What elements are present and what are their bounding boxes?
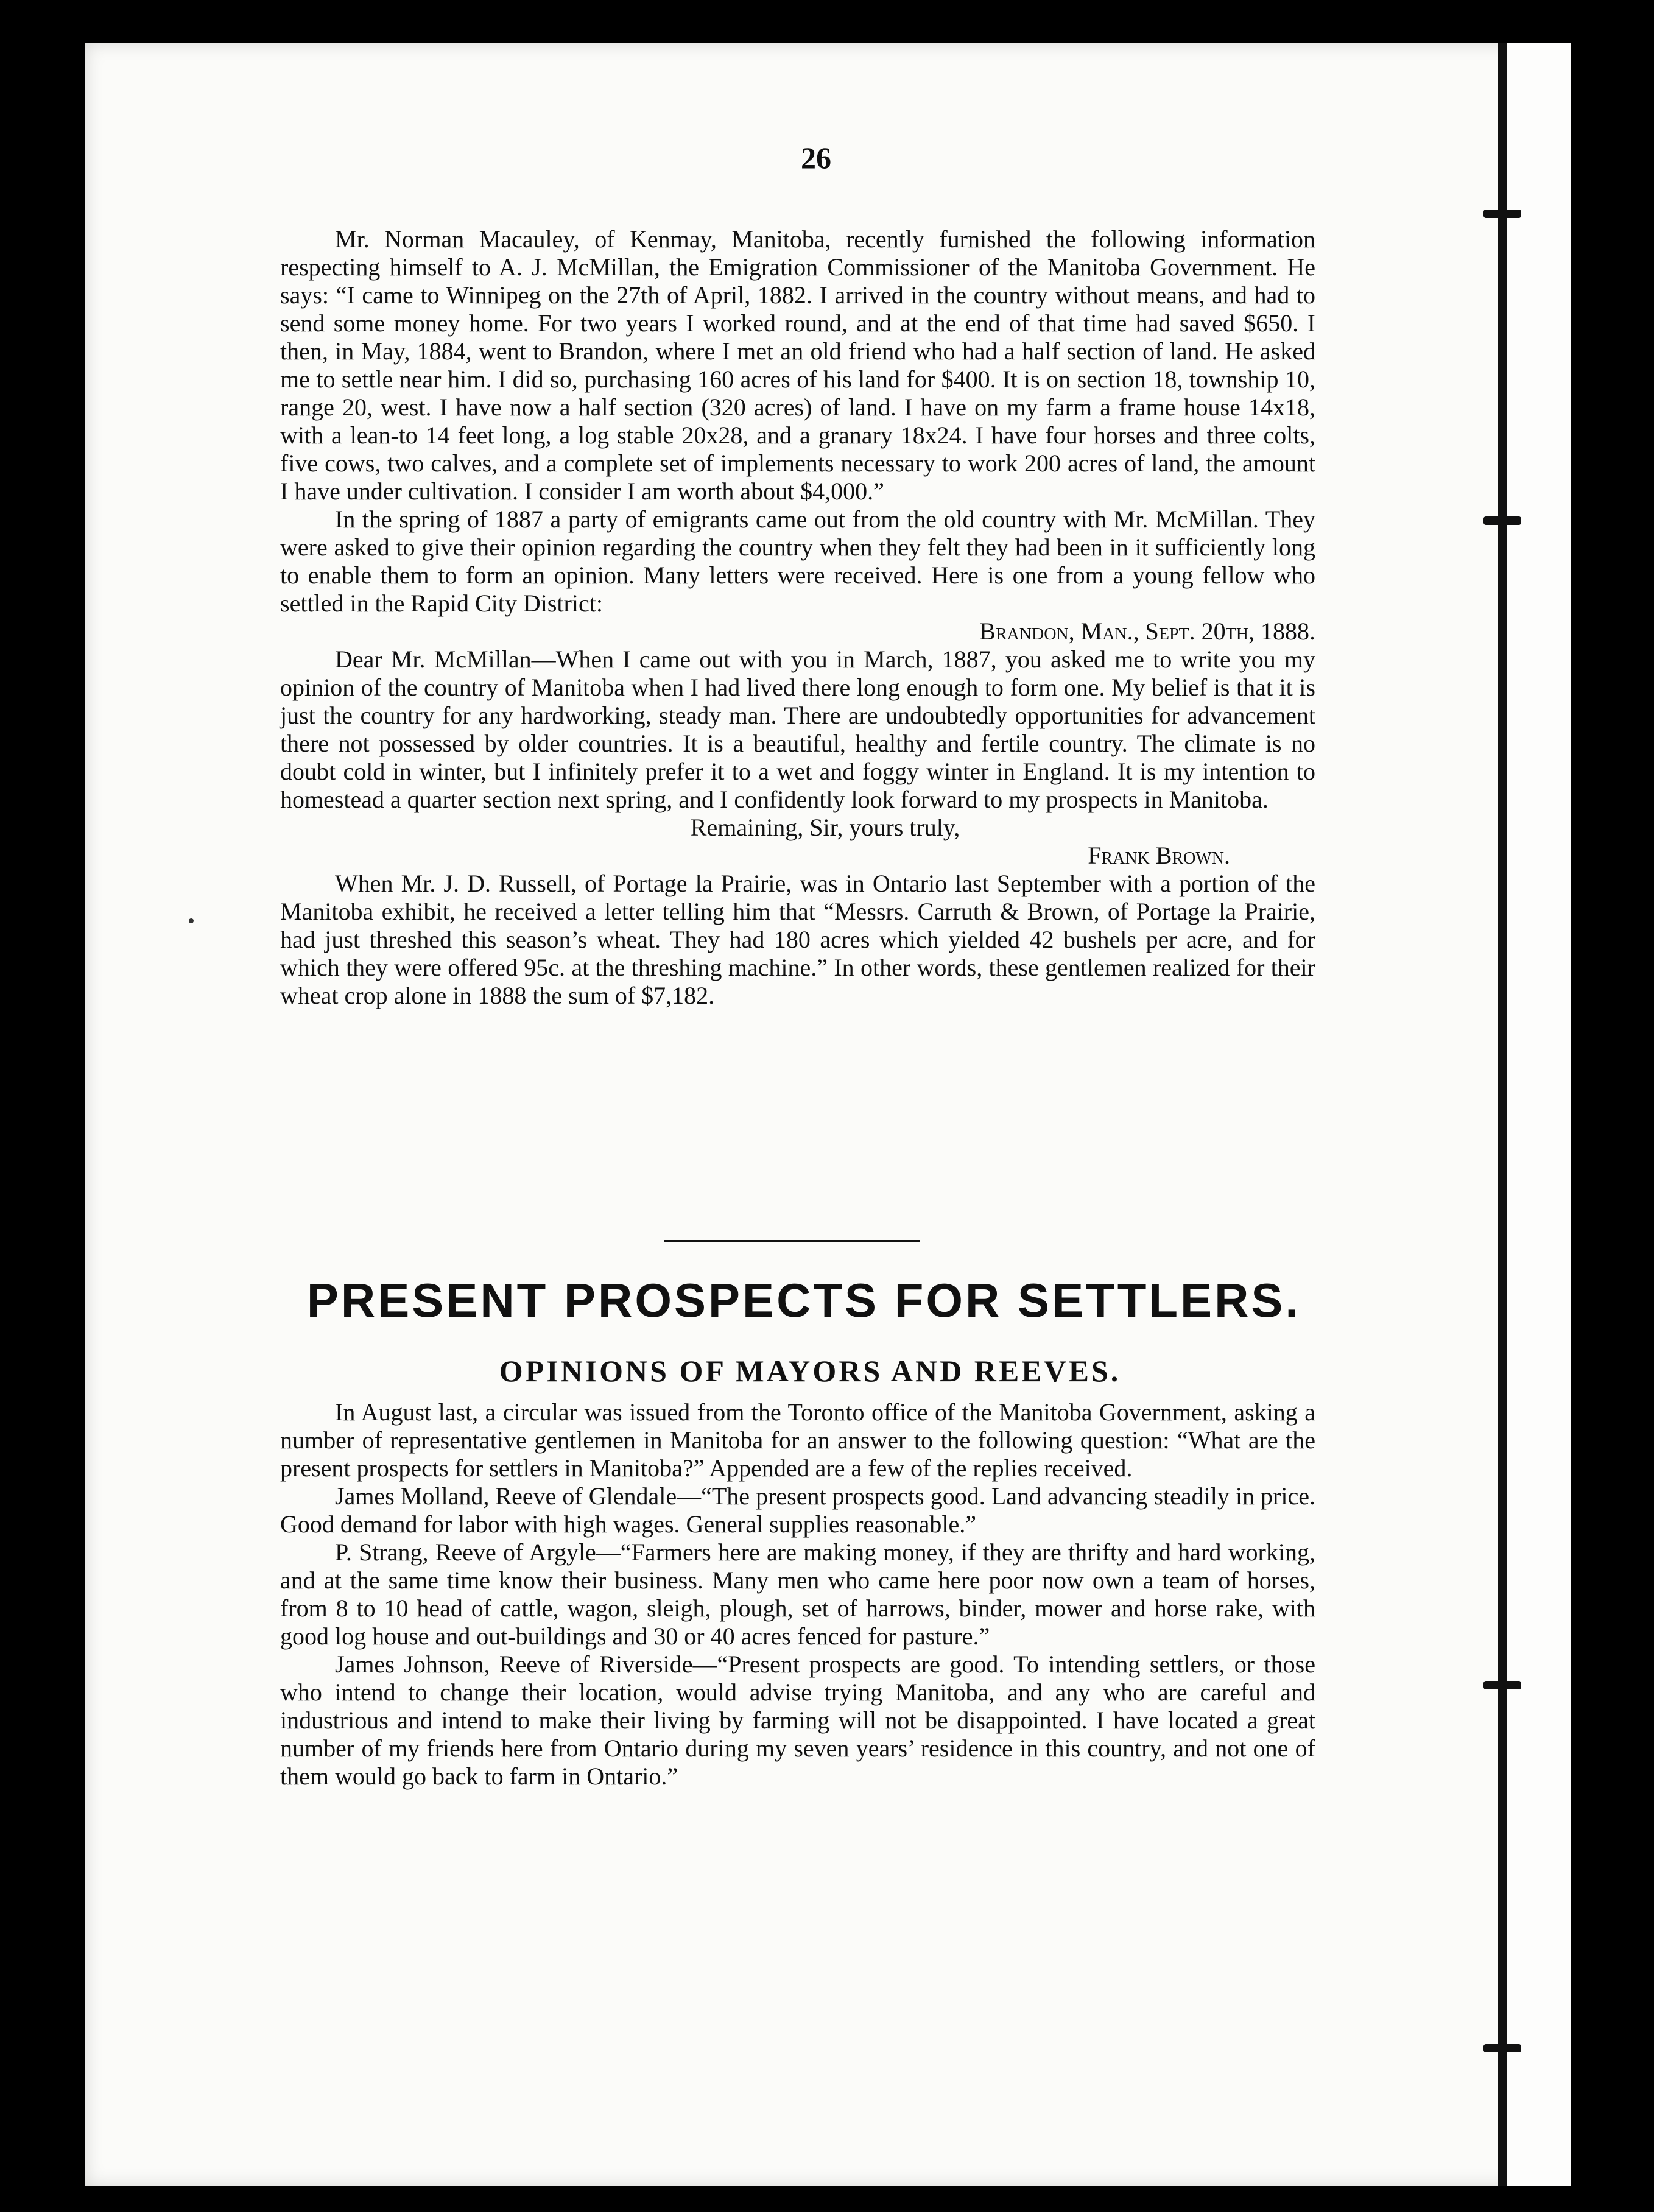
page-number: 26 [801, 141, 831, 175]
paragraph-russell: When Mr. J. D. Russell, of Portage la Prairie, was in Ontario last September with a portion of the Manitoba exhibit, he received a letter telling him that “Messrs. Carruth & Brown, of Portage la Prairie, had just threshed this season’s wheat. They had 180 acres which yielded 42 bushels per acre, and for which they were offered 95c. at the threshing machine.” In other words, these gentlemen realized for their wheat crop alone in 1888 the sum of $7,182. [280, 870, 1315, 1009]
binding-clip [1483, 210, 1521, 218]
section-subhead: OPINIONS OF MAYORS AND REEVES. [499, 1354, 1121, 1388]
letter-dateline: Brandon, Man., Sept. 20th, 1888. [979, 618, 1315, 645]
paragraph-strang: P. Strang, Reeve of Argyle—“Farmers here are making money, if they are thrifty and hard working, and at the same time know their business. Many men who came here poor now own a team of horses, from 8 to 10 head of cattle, wagon, sleigh, plough, set of harrows, binder, mower and horse rake, with good log house and out-buildings and 30 or 40 acres fenced for pasture.” [280, 1538, 1315, 1650]
section-testimonials [280, 225, 1315, 1010]
section-opinions [280, 1398, 1315, 1791]
paragraph-macauley: Mr. Norman Macauley, of Kenmay, Manitoba, recently furnished the following information respecting himself to A. J. McMillan, the Emigration Commissioner of the Manitoba Government. He says: “I came to Winnipeg on the 27th of April, 1882. I arrived in the country without means, and had to send some money home. For two years I worked round, and at the end of that time had saved $650. I then, in May, 1884, went to Brandon, where I met an old friend who had a half section of land. He asked me to settle near him. I did so, purchasing 160 acres of his land for $400. It is on section 18, township 10, range 20, west. I have now a half section (320 acres) of land. I have on my farm a frame house 14x18, with a lean-to 14 feet long, a log stable 20x28, and a granary 18x24. I have four horses and three colts, five cows, two calves, and a complete set of implements necessary to work 200 acres of land, the amount I have under cultivation. I consider I am worth about $4,000.” [280, 225, 1315, 505]
paragraph-molland: James Molland, Reeve of Glendale—“The present prospects good. Land advancing steadily in price. Good demand for labor with high wages. General supplies reasonable.” [280, 1482, 1315, 1538]
binding-clip [1483, 516, 1521, 525]
binding-clip [1483, 2044, 1521, 2052]
page-right-margin [1507, 43, 1571, 2186]
letter-closing: Remaining, Sir, yours truly, [690, 814, 960, 841]
paragraph-circular: In August last, a circular was issued from the Toronto office of the Manitoba Government, asking a number of representative gentlemen in Manitoba for an answer to the following question: “What are the present prospects for settlers in Manitoba?” Appended are a few of the replies received. [280, 1398, 1315, 1482]
paragraph-emigrants: In the spring of 1887 a party of emigrants came out from the old country with Mr. McMillan. They were asked to give their opinion regarding the country when they felt they had been in it sufficiently long to enable them to form an opinion. Many letters were received. Here is one from a young fellow who settled in the Rapid City District: [280, 505, 1315, 617]
paragraph-johnson: James Johnson, Reeve of Riverside—“Present prospects are good. To intending settlers, or those who intend to change their location, would advise trying Manitoba, and any who are careful and industrious and intend to make their living by farming will not be disappointed. I have located a great number of my friends here from Ontario during my seven years’ residence in this country, and not one of them would go back to farm in Ontario.” [280, 1650, 1315, 1790]
binding-clip [1483, 1681, 1521, 1689]
section-divider [664, 1240, 920, 1242]
section-headline: PRESENT PROSPECTS FOR SETTLERS. [306, 1273, 1301, 1327]
letter-signature: Frank Brown. [1088, 842, 1230, 869]
binding-spine [1498, 43, 1507, 2186]
page-blemish [189, 918, 194, 923]
letter-body: Dear Mr. McMillan—When I came out with you in March, 1887, you asked me to write you my opinion of the country of Manitoba when I had lived there long enough to form one. My belief is that it is just the country for any hardworking, steady man. There are undoubtedly opportunities for advancement there not possessed by older countries. It is a beautiful, healthy and fertile country. The climate is no doubt cold in winter, but I infinitely prefer it to a wet and foggy winter in England. It is my intention to homestead a quarter section next spring, and I confidently look forward to my prospects in Manitoba. [280, 646, 1315, 813]
